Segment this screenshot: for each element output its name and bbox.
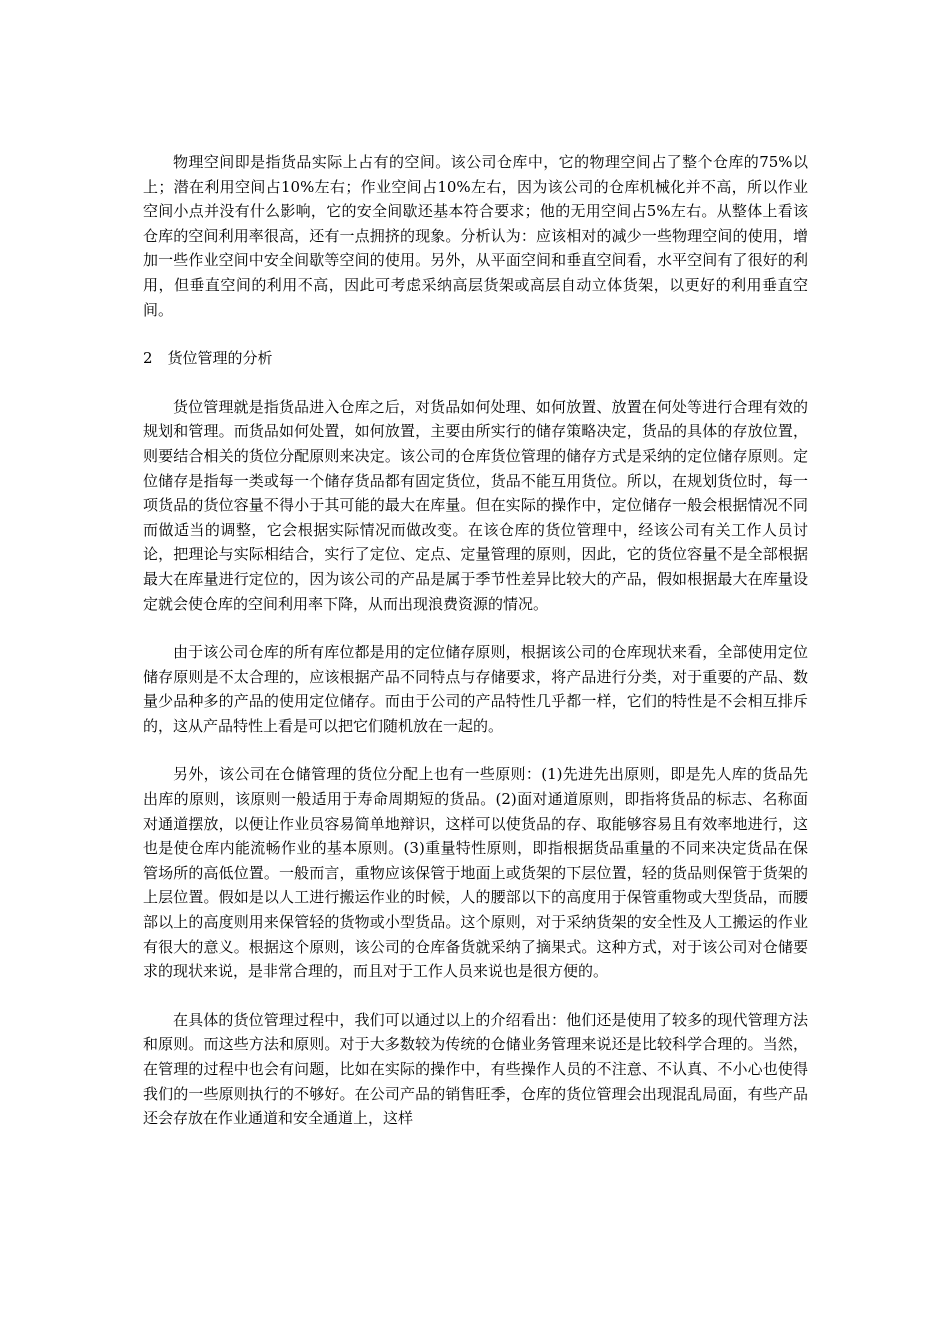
paragraph-gap	[143, 371, 808, 395]
paragraph-management-process: 在具体的货位管理过程中，我们可以通过以上的介绍看出：他们还是使用了较多的现代管理方法和原则。而这些方法和原则。对于大多数较为传统的仓储业务管理来说还是比较科学合理的。当然，在管理的过程中也会有问题，比如在实际的操作中，有些操作人员的不注意、不认真、不小心也使得我们的一些原则执行的不够好。在公司产品的销售旺季，仓库的货位管理会出现混乱局面，有些产品还会存放在作业通道和安全通道上，这样	[143, 1010, 808, 1128]
paragraph-gap	[143, 738, 808, 762]
paragraph-fixed-storage: 由于该公司仓库的所有库位都是用的定位储存原则，根据该公司的仓库现状来看，全部使用定位储存原则是不太合理的，应该根据产品不同特点与存储要求，将产品进行分类，对于重要的产品、数量少品种多的产品的使用定位储存。而由于公司的产品特性几乎都一样，它们的特性是不会相互排斥的，这从产品特性上看是可以把它们随机放在一起的。	[143, 643, 808, 735]
paragraph-space-analysis: 物理空间即是指货品实际上占有的空间。该公司仓库中，它的物理空间占了整个仓库的75%以上；潜在利用空间占10%左右；作业空间占10%左右，因为该公司的仓库机械化并不高，所以作业空间小点并没有什么影响，它的安全间歇还基本符合要求；他的无用空间占5%左右。从整体上看该仓库的空间利用率很高，还有一点拥挤的现象。分析认为：应该相对的减少一些物理空间的使用，增加一些作业空间中安全间歇等空间的使用。另外，从平面空间和垂直空间看，水平空间有了很好的利用，但垂直空间的利用不高，因此可考虑采纳高层货架或高层自动立体货架，以更好的利用垂直空间。	[143, 153, 808, 319]
section-heading: 2 货位管理的分析	[143, 349, 273, 368]
paragraph-location-management: 货位管理就是指货品进入仓库之后，对货品如何处理、如何放置、放置在何处等进行合理有效的规划和管理。而货品如何处置，如何放置，主要由所实行的储存策略决定，货品的具体的存放位置，则要结合相关的货位分配原则来决定。该公司的仓库货位管理的储存方式是采纳的定位储存原则。定位储存是指每一类或每一个储存货品都有固定货位，货品不能互用货位。所以，在规划货位时，每一项货品的货位容量不得小于其可能的最大在库量。但在实际的操作中，定位储存一般会根据情况不同而做适当的调整，它会根据实际情况而做改变。在该仓库的货位管理中，经该公司有关工作人员讨论，把理论与实际相结合，实行了定位、定点、定量管理的原则，因此，它的货位容量不是全部根据最大在库量进行定位的，因为该公司的产品是属于季节性差异比较大的产品，假如根据最大在库量设定就会使仓库的空间利用率下降，从而出现浪费资源的情况。	[143, 397, 808, 613]
document-body	[143, 150, 808, 1131]
paragraph-gap	[143, 984, 808, 1008]
paragraph-gap	[143, 616, 808, 640]
paragraph-allocation-principles: 另外，该公司在仓储管理的货位分配上也有一些原则：(1)先进先出原则，即是先人库的货品先出库的原则，该原则一般适用于寿命周期短的货品。(2)面对通道原则，即指将货品的标志、名称面对通道摆放，以便让作业员容易简单地辩识，这样可以使货品的存、取能够容易且有效率地进行，这也是使仓库内能流畅作业的基本原则。(3)重量特性原则，即指根据货品重量的不同来决定货品在保管场所的高低位置。一般而言，重物应该保管于地面上或货架的下层位置，轻的货品则保管于货架的上层位置。假如是以人工进行搬运作业的时候，人的腰部以下的高度用于保管重物或大型货品，而腰部以上的高度则用来保管轻的货物或小型货品。这个原则，对于采纳货架的安全性及人工搬运的作业有很大的意义。根据这个原则，该公司的仓库备货就采纳了摘果式。这种方式，对于该公司对仓储要求的现状来说，是非常合理的，而且对于工作人员来说也是很方便的。	[143, 765, 808, 981]
paragraph-gap	[143, 322, 808, 346]
